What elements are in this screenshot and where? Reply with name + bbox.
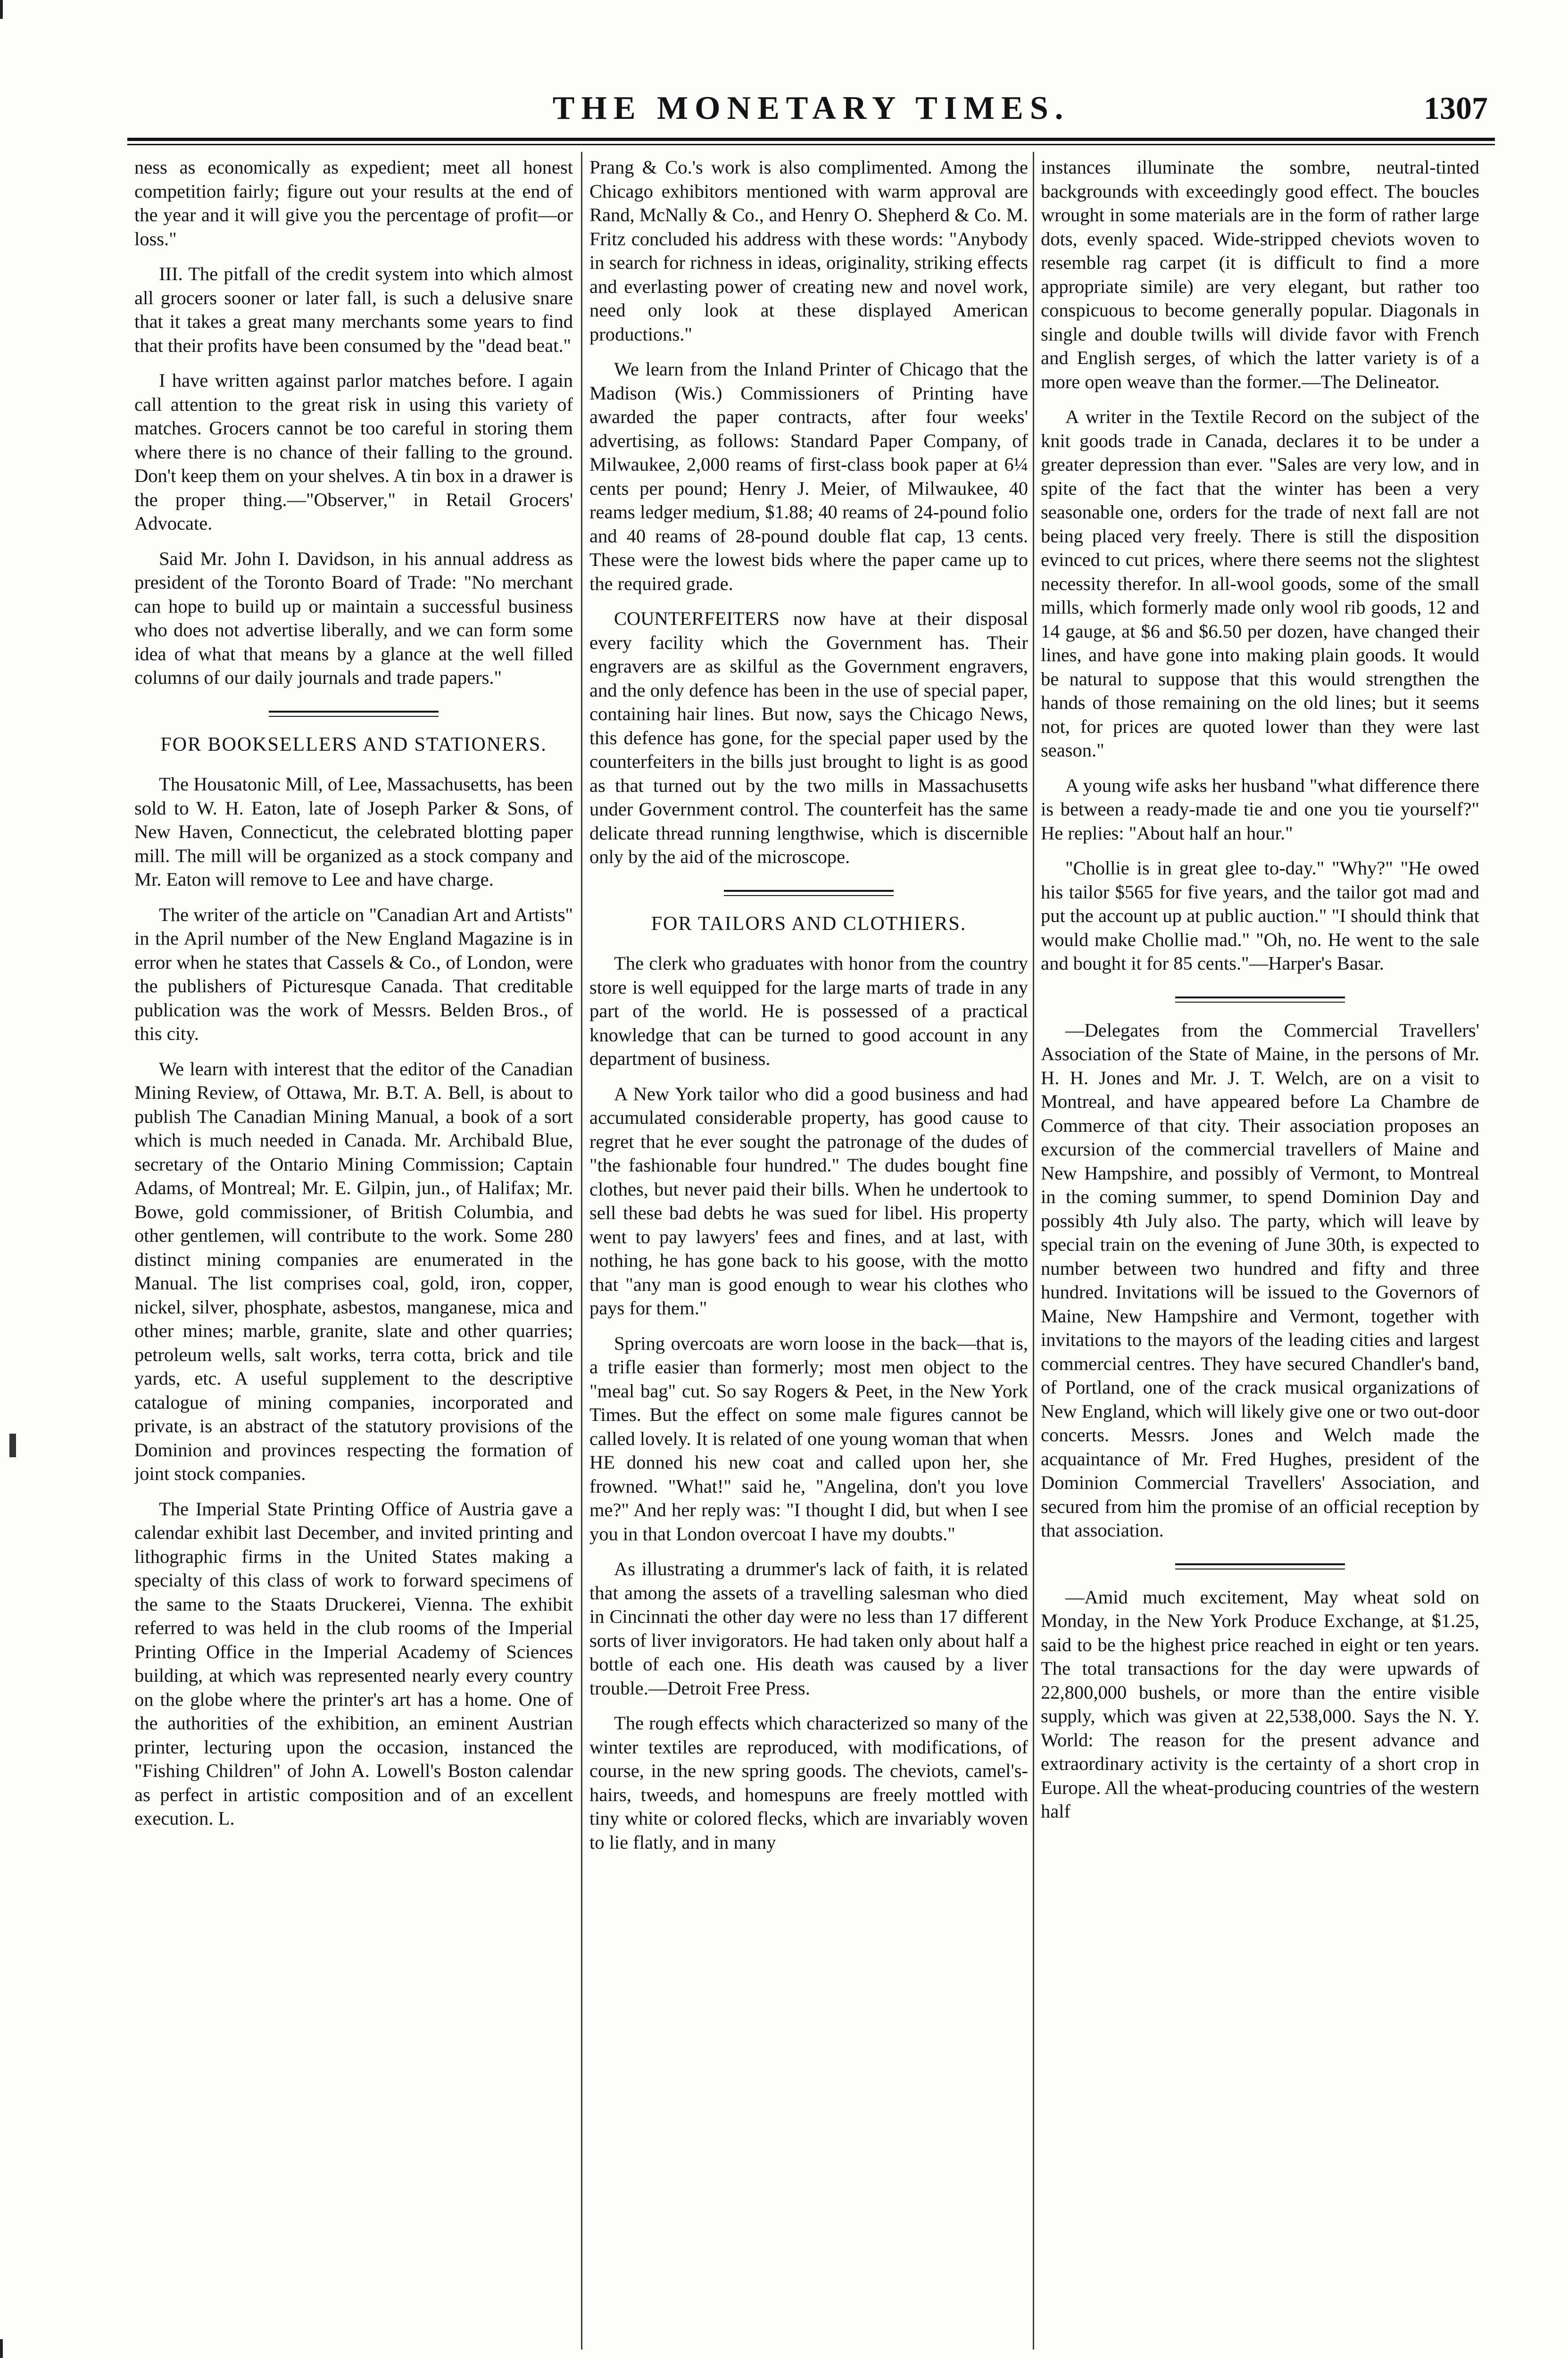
article-paragraph: The clerk who graduates with honor from the country store is well equipped for the large marts of trade in any part of the world. He is possessed of a practical knowledge that can be turned to good account in any department of business.: [589, 953, 1028, 1069]
article-paragraph: We learn with interest that the editor of the Canadian Mining Review, of Ottawa, Mr. B.T. A. Bell, is about to publish The Canadian Mining Manual, a book of a sort which is much needed in Canada. Mr. Archibald Blue, secretary of the Ontario Mining Commission; Captain Adams, of Montreal; Mr. E. Gilpin, jun., of Halifax; Mr. Bowe, gold commissioner, of British Columbia, and other gentlemen, will contribute to the work. Some 280 distinct mining companies are enumerated in the Manual. The list comprises coal, gold, iron, copper, nickel, silver, phosphate, asbestos, manganese, mica and other mines; marble, granite, slate and other quarries; petroleum wells, salt works, terra cotta, brick and tile yards, etc. A useful supplement to the descriptive catalogue of mining companies, incorporated and private, is an abstract of the statutory provisions of the Dominion and provinces respecting the formation of joint stock companies.: [134, 1058, 573, 1484]
column-right: [1041, 156, 1479, 2353]
article-paragraph: The rough effects which characterized so many of the winter textiles are reproduced, with modifications, of course, in the new spring goods. The cheviots, camel's-hairs, tweeds, and homespuns are freely mottled with tiny white or colored flecks, which are invariably woven to lie flatly, and in many: [589, 1712, 1028, 1853]
section-separator: [724, 890, 894, 896]
section-separator: [1175, 1563, 1345, 1569]
page-edge-mark: [0, 2339, 3, 2358]
article-paragraph: ness as economically as expedient; meet all honest competition fairly; figure out your results at the end of the year and it will give you the percentage of profit—or loss.": [134, 157, 573, 249]
header-rule: [127, 144, 1495, 145]
header-rule: [127, 138, 1495, 141]
column-middle: [589, 156, 1028, 2353]
section-heading: FOR BOOKSELLERS AND STATIONERS.: [160, 733, 547, 756]
article-paragraph: The writer of the article on "Canadian Art and Artists" in the April number of the New England Magazine is in error when he states that Cassels & Co., of London, were the publishers of Picturesque Canada. That creditable publication was the work of Messrs. Belden Bros., of this city.: [134, 904, 573, 1044]
article-paragraph: A New York tailor who did a good business and had accumulated considerable property, has good cause to regret that he ever sought the patronage of the dudes of "the fashionable four hundred." The dudes bought fine clothes, but never paid their bills. When he undertook to sell these bad debts he was sued for libel. His property went to pay lawyers' fees and fines, and at last, with nothing, he has gone back to his goose, with the motto that "any man is good enough to wear his clothes who pays for them.": [589, 1083, 1028, 1319]
section-separator: [269, 711, 439, 717]
article-paragraph: Spring overcoats are worn loose in the back—that is, a trifle easier than formerly; most men object to the "meal bag" cut. So say Rogers & Peet, in the New York Times. But the effect on some male figures cannot be called lovely. It is related of one young woman that when HE donned his new coat and called upon her, she frowned. "What!" said he, "Angelina, don't you love me?" And her reply was: "I thought I did, but when I see you in that London overcoat I have my doubts.": [589, 1332, 1028, 1544]
article-paragraph: "Chollie is in great glee to-day." "Why?" "He owed his tailor $565 for five years, and the tailor got mad and put the account up at public auction." "I should think that would make Chollie mad." "Oh, no. He went to the sale and bought it for 85 cents."—Harper's Basar.: [1041, 857, 1479, 974]
page-number: 1307: [1424, 90, 1488, 126]
article-paragraph: As illustrating a drummer's lack of faith, it is related that among the assets of a travelling salesman who died in Cincinnati the other day were no less than 17 different sorts of liver invigorators. He had taken only about half a bottle of each one. His death was caused by a liver trouble.—Detroit Free Press.: [589, 1558, 1028, 1699]
article-paragraph: instances illuminate the sombre, neutral-tinted backgrounds with exceedingly good effect. The boucles wrought in some materials are in the form of rather large dots, evenly spaced. Wide-stripped cheviots woven to resemble rag carpet (it is difficult to find a more appropriate simile) are very elegant, but rather too conspicuous to become generally popular. Diagonals in single and double twills will divide favor with French and English serges, of which the latter variety is of a more open weave than the former.—The Delineator.: [1041, 157, 1479, 392]
article-paragraph: I have written against parlor matches before. I again call attention to the great risk in using this variety of matches. Grocers cannot be too careful in storing them where there is no chance of their falling to the ground. Don't keep them on your shelves. A tin box in a drawer is the proper thing.—"Observer," in Retail Grocers' Advocate.: [134, 370, 573, 534]
column-separator: [1033, 152, 1034, 2350]
article-paragraph: We learn from the Inland Printer of Chicago that the Madison (Wis.) Commissioners of Printing have awarded the paper contracts, after four weeks' advertising, as follows: Standard Paper Company, of Milwaukee, 2,000 reams of first-class book paper at 6¼ cents per pound; Henry J. Meier, of Milwaukee, 40 reams ledger medium, $1.88; 40 reams of 24-pound folio and 40 reams of 28-pound double flat cap, 13 cents. These were the lowest bids where the paper came up to the required grade.: [589, 358, 1028, 594]
article-paragraph: The Imperial State Printing Office of Austria gave a calendar exhibit last December, and invited printing and lithographic firms in the United States making a specialty of this class of work to forward specimens of the same to the Staats Druckerei, Vienna. The exhibit referred to was held in the club rooms of the Imperial Printing Office in the Imperial Academy of Sciences building, at which was represented nearly every country on the globe where the printer's art has a home. One of the authorities of the exhibition, an eminent Austrian printer, lecturing upon the occasion, instanced the "Fishing Children" of John A. Lowell's Boston calendar as perfect in artistic composition and of an excellent execution. L.: [134, 1498, 573, 1829]
page-header: [127, 90, 1495, 132]
masthead-title: THE MONETARY TIMES.: [552, 90, 1070, 126]
article-paragraph: —Delegates from the Commercial Travellers' Association of the State of Maine, in the persons of Mr. H. H. Jones and Mr. J. T. Welch, are on a visit to Montreal, and have appeared before La Chambre de Commerce of that city. Their association proposes an excursion of the commercial travellers of Maine and New Hampshire, and possibly of Vermont, to Montreal in the coming summer, to spend Dominion Day and possibly 4th July also. The party, which will leave by special train on the evening of June 30th, is expected to number between two hundred and fifty and three hundred. Invitations will be issued to the Governors of Maine, New Hampshire and Vermont, together with invitations to the mayors of the leading cities and largest commercial centres. They have secured Chandler's band, of Portland, one of the crack musical organizations of New England, which will likely give one or two out-door concerts. Messrs. Jones and Welch made the acquaintance of Mr. Fred Hughes, president of the Dominion Commercial Travellers' Association, and secured from him the promise of an official reception by that association.: [1041, 1019, 1479, 1541]
article-paragraph: A writer in the Textile Record on the subject of the knit goods trade in Canada, declares it to be under a greater depression than ever. "Sales are very low, and in spite of the fact that the winter has been a very seasonable one, orders for the trade of next fall are not being placed very freely. There is still the disposition evinced to cut prices, where there seems not the slightest necessity therefor. In all-wool goods, some of the small mills, which formerly made only wool rib goods, 12 and 14 gauge, at $6 and $6.50 per dozen, have changed their lines, and have gone into making plain goods. It would be natural to suppose that this would strengthen the hands of those remaining on the old lines; but it seems not, for prices are quoted lower than they were last season.": [1041, 406, 1479, 761]
page-edge-mark: [9, 1434, 16, 1457]
article-paragraph: Said Mr. John I. Davidson, in his annual address as president of the Toronto Board of Trade: "No merchant can hope to build up or maintain a successful business who does not advertise liberally, and we can form some idea of what that means by a glance at the well filled columns of our daily journals and trade papers.": [134, 548, 573, 688]
section-heading: FOR TAILORS AND CLOTHIERS.: [651, 913, 967, 935]
article-paragraph: Prang & Co.'s work is also complimented. Among the Chicago exhibitors mentioned with warm approval are Rand, McNally & Co., and Henry O. Shepherd & Co. M. Fritz concluded his address with these words: "Anybody in search for richness in ideas, originality, striking effects and everlasting power of creating new and novel work, need only look at these displayed American productions.": [589, 157, 1028, 345]
article-paragraph: The Housatonic Mill, of Lee, Massachusetts, has been sold to W. H. Eaton, late of Joseph Parker & Sons, of New Haven, Connecticut, the celebrated blotting paper mill. The mill will be organized as a stock company and Mr. Eaton will remove to Lee and have charge.: [134, 773, 573, 890]
article-paragraph: COUNTERFEITERS now have at their disposal every facility which the Government has. Their engravers are as skilful as the Government engravers, and the only defence has been in the use of special paper, containing hair lines. But now, says the Chicago News, this defence has gone, for the special paper used by the counterfeiters in the bills just brought to light is as good as that turned out by the two mills in Massachusetts under Government control. The counterfeit has the same delicate thread running lengthwise, which is discernible only by the aid of the microscope.: [589, 608, 1028, 867]
column-left: [134, 156, 573, 2353]
article-paragraph: A young wife asks her husband "what difference there is between a ready-made tie and one you tie yourself?" He replies: "About half an hour.": [1041, 774, 1479, 844]
article-paragraph: III. The pitfall of the credit system into which almost all grocers sooner or later fall, is such a delusive snare that it takes a great many merchants some years to find that their profits have been consumed by the "dead beat.": [134, 263, 573, 356]
column-separator: [581, 152, 582, 2350]
page-edge-mark: [0, 0, 3, 19]
article-paragraph: —Amid much excitement, May wheat sold on Monday, in the New York Produce Exchange, at $1.25, said to be the highest price reached in eight or ten years. The total transactions for the day were upwards of 22,800,000 bushels, or more than the entire visible supply, which was given at 22,538,000. Says the N. Y. World: The reason for the present advance and extraordinary activity is the certainty of a short crop in Europe. All the wheat-producing countries of the western half: [1041, 1586, 1479, 1822]
section-separator: [1175, 996, 1345, 1003]
